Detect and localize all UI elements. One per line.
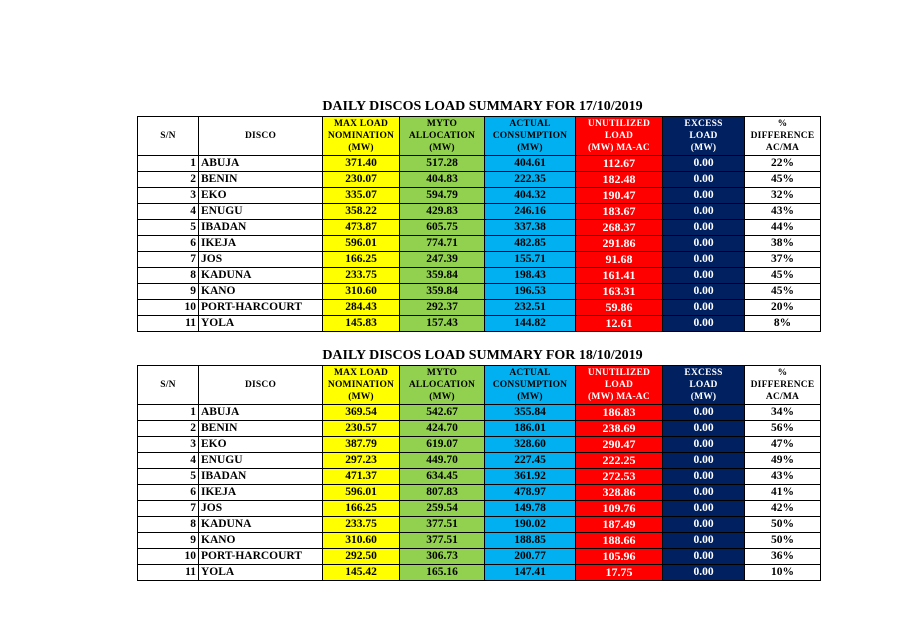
cell-difference: 43% — [745, 204, 821, 220]
cell-unutilized: 187.49 — [576, 517, 663, 533]
cell-myto: 247.39 — [400, 252, 485, 268]
cell-excess: 0.00 — [663, 284, 745, 300]
header-excess: EXCESS LOAD (MW) — [663, 366, 745, 405]
cell-unutilized: 12.61 — [576, 316, 663, 332]
cell-myto: 165.16 — [400, 565, 485, 581]
cell-max-load: 335.07 — [323, 188, 400, 204]
cell-myto: 774.71 — [400, 236, 485, 252]
cell-excess: 0.00 — [663, 405, 745, 421]
cell-myto: 377.51 — [400, 517, 485, 533]
cell-difference: 8% — [745, 316, 821, 332]
cell-excess: 0.00 — [663, 485, 745, 501]
cell-myto: 634.45 — [400, 469, 485, 485]
cell-excess: 0.00 — [663, 549, 745, 565]
cell-difference: 22% — [745, 156, 821, 172]
cell-excess: 0.00 — [663, 533, 745, 549]
cell-myto: 377.51 — [400, 533, 485, 549]
cell-disco: KADUNA — [199, 517, 323, 533]
table-header — [138, 366, 821, 405]
cell-difference: 36% — [745, 549, 821, 565]
cell-excess: 0.00 — [663, 268, 745, 284]
report-title: DAILY DISCOS LOAD SUMMARY FOR 17/10/2019 — [322, 99, 643, 114]
cell-sn: 4 — [138, 453, 199, 469]
cell-difference: 32% — [745, 188, 821, 204]
cell-difference: 45% — [745, 284, 821, 300]
cell-actual: 144.82 — [485, 316, 576, 332]
cell-actual: 478.97 — [485, 485, 576, 501]
cell-actual: 361.92 — [485, 469, 576, 485]
cell-max-load: 473.87 — [323, 220, 400, 236]
cell-difference: 44% — [745, 220, 821, 236]
cell-actual: 149.78 — [485, 501, 576, 517]
cell-myto: 259.54 — [400, 501, 485, 517]
cell-excess: 0.00 — [663, 501, 745, 517]
cell-excess: 0.00 — [663, 316, 745, 332]
cell-max-load: 358.22 — [323, 204, 400, 220]
cell-difference: 56% — [745, 421, 821, 437]
cell-disco: IBADAN — [199, 220, 323, 236]
cell-difference: 45% — [745, 172, 821, 188]
table-row — [138, 220, 821, 236]
cell-disco: ABUJA — [199, 156, 323, 172]
cell-disco: YOLA — [199, 316, 323, 332]
table-row — [138, 453, 821, 469]
cell-disco: KANO — [199, 533, 323, 549]
cell-max-load: 371.40 — [323, 156, 400, 172]
cell-max-load: 292.50 — [323, 549, 400, 565]
cell-difference: 49% — [745, 453, 821, 469]
cell-difference: 45% — [745, 268, 821, 284]
cell-sn: 4 — [138, 204, 199, 220]
cell-myto: 429.83 — [400, 204, 485, 220]
table-row — [138, 549, 821, 565]
cell-excess: 0.00 — [663, 300, 745, 316]
cell-max-load: 596.01 — [323, 485, 400, 501]
cell-disco: EKO — [199, 188, 323, 204]
table-row — [138, 204, 821, 220]
cell-max-load: 230.57 — [323, 421, 400, 437]
table-header — [138, 117, 821, 156]
cell-actual: 337.38 — [485, 220, 576, 236]
cell-myto: 449.70 — [400, 453, 485, 469]
cell-difference: 10% — [745, 565, 821, 581]
cell-disco: EKO — [199, 437, 323, 453]
header-disco: DISCO — [199, 366, 323, 405]
cell-actual: 190.02 — [485, 517, 576, 533]
cell-unutilized: 182.48 — [576, 172, 663, 188]
cell-unutilized: 59.86 — [576, 300, 663, 316]
cell-sn: 1 — [138, 405, 199, 421]
cell-actual: 328.60 — [485, 437, 576, 453]
table-row — [138, 437, 821, 453]
load-summary-table — [137, 116, 821, 332]
cell-disco: PORT-HARCOURT — [199, 549, 323, 565]
cell-actual: 186.01 — [485, 421, 576, 437]
cell-disco: IKEJA — [199, 236, 323, 252]
cell-unutilized: 268.37 — [576, 220, 663, 236]
cell-disco: PORT-HARCOURT — [199, 300, 323, 316]
cell-max-load: 297.23 — [323, 453, 400, 469]
cell-unutilized: 328.86 — [576, 485, 663, 501]
cell-myto: 359.84 — [400, 284, 485, 300]
header-myto: MYTO ALLOCATION (MW) — [400, 117, 485, 156]
table-row — [138, 156, 821, 172]
cell-unutilized: 188.66 — [576, 533, 663, 549]
cell-max-load: 233.75 — [323, 268, 400, 284]
cell-sn: 3 — [138, 188, 199, 204]
cell-disco: JOS — [199, 501, 323, 517]
header-actual: ACTUAL CONSUMPTION (MW) — [485, 117, 576, 156]
table-row — [138, 565, 821, 581]
cell-max-load: 471.37 — [323, 469, 400, 485]
cell-sn: 2 — [138, 172, 199, 188]
table-row — [138, 300, 821, 316]
cell-max-load: 166.25 — [323, 501, 400, 517]
cell-disco: ENUGU — [199, 453, 323, 469]
cell-myto: 292.37 — [400, 300, 485, 316]
cell-excess: 0.00 — [663, 204, 745, 220]
cell-actual: 155.71 — [485, 252, 576, 268]
header-disco: DISCO — [199, 117, 323, 156]
cell-sn: 10 — [138, 549, 199, 565]
header-max-load: MAX LOAD NOMINATION (MW) — [323, 366, 400, 405]
cell-unutilized: 186.83 — [576, 405, 663, 421]
header-actual: ACTUAL CONSUMPTION (MW) — [485, 366, 576, 405]
load-summary-report-1 — [137, 96, 820, 332]
cell-disco: JOS — [199, 252, 323, 268]
cell-sn: 6 — [138, 236, 199, 252]
cell-difference: 50% — [745, 533, 821, 549]
cell-myto: 542.67 — [400, 405, 485, 421]
table-row — [138, 188, 821, 204]
cell-sn: 11 — [138, 565, 199, 581]
cell-excess: 0.00 — [663, 469, 745, 485]
cell-unutilized: 91.68 — [576, 252, 663, 268]
cell-actual: 188.85 — [485, 533, 576, 549]
header-unutilized: UNUTILIZED LOAD (MW) MA-AC — [576, 366, 663, 405]
cell-difference: 37% — [745, 252, 821, 268]
cell-sn: 2 — [138, 421, 199, 437]
cell-unutilized: 163.31 — [576, 284, 663, 300]
cell-difference: 34% — [745, 405, 821, 421]
table-row — [138, 421, 821, 437]
table-row — [138, 469, 821, 485]
cell-disco: KADUNA — [199, 268, 323, 284]
cell-disco: IKEJA — [199, 485, 323, 501]
cell-excess: 0.00 — [663, 220, 745, 236]
table-row — [138, 268, 821, 284]
cell-actual: 200.77 — [485, 549, 576, 565]
cell-max-load: 145.42 — [323, 565, 400, 581]
cell-max-load: 166.25 — [323, 252, 400, 268]
report-title: DAILY DISCOS LOAD SUMMARY FOR 18/10/2019 — [322, 348, 643, 363]
cell-unutilized: 105.96 — [576, 549, 663, 565]
cell-sn: 8 — [138, 268, 199, 284]
table-row — [138, 405, 821, 421]
cell-disco: YOLA — [199, 565, 323, 581]
cell-actual: 147.41 — [485, 565, 576, 581]
cell-actual: 355.84 — [485, 405, 576, 421]
table-body — [138, 156, 821, 332]
cell-actual: 222.35 — [485, 172, 576, 188]
cell-unutilized: 112.67 — [576, 156, 663, 172]
cell-excess: 0.00 — [663, 236, 745, 252]
cell-sn: 7 — [138, 252, 199, 268]
header-sn: S/N — [138, 117, 199, 156]
cell-max-load: 596.01 — [323, 236, 400, 252]
cell-excess: 0.00 — [663, 421, 745, 437]
cell-sn: 9 — [138, 533, 199, 549]
cell-max-load: 145.83 — [323, 316, 400, 332]
cell-excess: 0.00 — [663, 565, 745, 581]
cell-myto: 807.83 — [400, 485, 485, 501]
cell-excess: 0.00 — [663, 453, 745, 469]
cell-myto: 359.84 — [400, 268, 485, 284]
cell-myto: 594.79 — [400, 188, 485, 204]
table-row — [138, 284, 821, 300]
cell-actual: 198.43 — [485, 268, 576, 284]
cell-unutilized: 272.53 — [576, 469, 663, 485]
table-row — [138, 517, 821, 533]
cell-actual: 482.85 — [485, 236, 576, 252]
cell-sn: 8 — [138, 517, 199, 533]
cell-actual: 232.51 — [485, 300, 576, 316]
table-row — [138, 236, 821, 252]
cell-sn: 10 — [138, 300, 199, 316]
cell-sn: 5 — [138, 220, 199, 236]
header-sn: S/N — [138, 366, 199, 405]
cell-unutilized: 222.25 — [576, 453, 663, 469]
cell-max-load: 310.60 — [323, 284, 400, 300]
cell-excess: 0.00 — [663, 437, 745, 453]
cell-myto: 157.43 — [400, 316, 485, 332]
cell-myto: 605.75 — [400, 220, 485, 236]
cell-excess: 0.00 — [663, 172, 745, 188]
header-excess: EXCESS LOAD (MW) — [663, 117, 745, 156]
cell-unutilized: 17.75 — [576, 565, 663, 581]
cell-max-load: 230.07 — [323, 172, 400, 188]
cell-myto: 619.07 — [400, 437, 485, 453]
cell-actual: 404.32 — [485, 188, 576, 204]
cell-unutilized: 190.47 — [576, 188, 663, 204]
header-max-load: MAX LOAD NOMINATION (MW) — [323, 117, 400, 156]
cell-myto: 306.73 — [400, 549, 485, 565]
cell-excess: 0.00 — [663, 517, 745, 533]
cell-actual: 196.53 — [485, 284, 576, 300]
cell-difference: 47% — [745, 437, 821, 453]
cell-sn: 5 — [138, 469, 199, 485]
header-myto: MYTO ALLOCATION (MW) — [400, 366, 485, 405]
cell-unutilized: 161.41 — [576, 268, 663, 284]
cell-max-load: 284.43 — [323, 300, 400, 316]
cell-max-load: 369.54 — [323, 405, 400, 421]
cell-disco: BENIN — [199, 421, 323, 437]
cell-unutilized: 238.69 — [576, 421, 663, 437]
cell-sn: 7 — [138, 501, 199, 517]
cell-difference: 38% — [745, 236, 821, 252]
cell-excess: 0.00 — [663, 188, 745, 204]
header-unutilized: UNUTILIZED LOAD (MW) MA-AC — [576, 117, 663, 156]
load-summary-table — [137, 365, 821, 581]
cell-unutilized: 183.67 — [576, 204, 663, 220]
cell-difference: 42% — [745, 501, 821, 517]
cell-max-load: 233.75 — [323, 517, 400, 533]
cell-sn: 6 — [138, 485, 199, 501]
cell-disco: KANO — [199, 284, 323, 300]
table-row — [138, 172, 821, 188]
table-row — [138, 485, 821, 501]
cell-disco: ENUGU — [199, 204, 323, 220]
cell-difference: 50% — [745, 517, 821, 533]
cell-actual: 246.16 — [485, 204, 576, 220]
cell-actual: 227.45 — [485, 453, 576, 469]
table-row — [138, 316, 821, 332]
cell-sn: 3 — [138, 437, 199, 453]
cell-unutilized: 291.86 — [576, 236, 663, 252]
cell-max-load: 310.60 — [323, 533, 400, 549]
cell-unutilized: 290.47 — [576, 437, 663, 453]
cell-sn: 11 — [138, 316, 199, 332]
cell-disco: ABUJA — [199, 405, 323, 421]
table-row — [138, 501, 821, 517]
table-body — [138, 405, 821, 581]
cell-disco: BENIN — [199, 172, 323, 188]
table-row — [138, 533, 821, 549]
cell-difference: 20% — [745, 300, 821, 316]
header-difference: % DIFFERENCE AC/MA — [745, 366, 821, 405]
header-difference: % DIFFERENCE AC/MA — [745, 117, 821, 156]
cell-disco: IBADAN — [199, 469, 323, 485]
table-row — [138, 252, 821, 268]
cell-myto: 424.70 — [400, 421, 485, 437]
cell-unutilized: 109.76 — [576, 501, 663, 517]
cell-excess: 0.00 — [663, 156, 745, 172]
cell-sn: 9 — [138, 284, 199, 300]
cell-max-load: 387.79 — [323, 437, 400, 453]
cell-myto: 517.28 — [400, 156, 485, 172]
cell-sn: 1 — [138, 156, 199, 172]
cell-difference: 41% — [745, 485, 821, 501]
cell-actual: 404.61 — [485, 156, 576, 172]
load-summary-report-2 — [137, 345, 820, 581]
cell-difference: 43% — [745, 469, 821, 485]
cell-excess: 0.00 — [663, 252, 745, 268]
cell-myto: 404.83 — [400, 172, 485, 188]
